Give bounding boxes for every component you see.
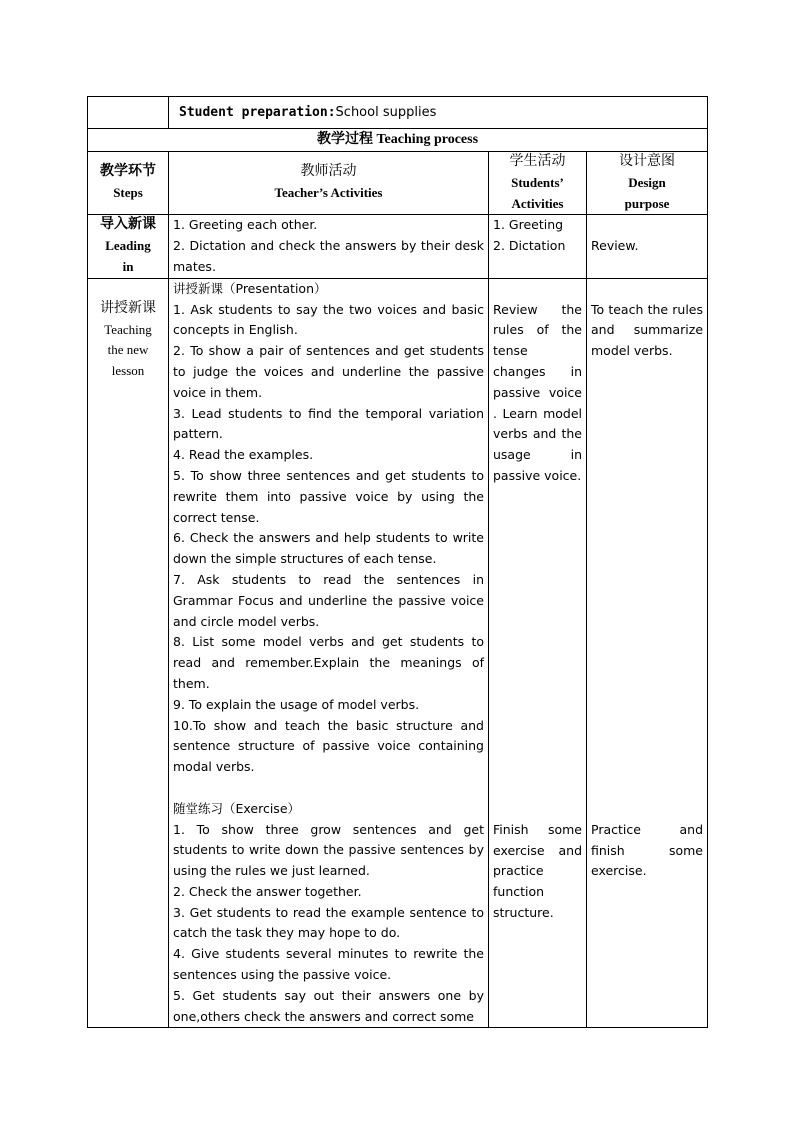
process-title-row (88, 129, 708, 152)
header-steps: 教学环节 Steps (88, 152, 169, 215)
leading-students: 1. Greeting 2. Dictation (489, 215, 587, 278)
header-row (88, 152, 708, 215)
presentation-item: 7. Ask students to read the sentences in Grammar Focus and underline the passive voice and circle model verbs. (173, 571, 484, 629)
leading-design: Review. (587, 215, 708, 278)
preparation-row (88, 97, 708, 129)
process-title: 教学过程 Teaching process (88, 129, 708, 152)
exercise-item: 5. Get students say out their answers one by one,others check the answers and correct some (173, 987, 484, 1024)
presentation-item: 1. Ask students to say the two voices and basic concepts in English. (173, 301, 484, 338)
students-exercise: Finish some exercise and practice function structure. (493, 821, 582, 920)
preparation-empty-cell (88, 97, 169, 129)
students-presentation: Review the rules of the tense changes in passive voice . Learn model verbs and the usage in passive voice. (493, 301, 582, 483)
leading-row (88, 215, 708, 278)
presentation-item: 3. Lead students to find the temporal variation pattern. (173, 405, 484, 442)
exercise-item: 2. Check the answer together. (173, 883, 362, 899)
header-design: 设计意图 Design purpose (587, 152, 708, 215)
header-teacher: 教师活动 Teacher’s Activities (169, 152, 489, 215)
teaching-step: 讲授新课 Teaching the new lesson (88, 278, 169, 1028)
preparation-value: School supplies (335, 104, 437, 120)
exercise-title: 随堂练习（Exercise） (173, 800, 301, 816)
presentation-item: 5. To show three sentences and get students to rewrite them into passive voice by using the correct tense. (173, 467, 484, 525)
header-students: 学生活动 Students’ Activities (489, 152, 587, 215)
presentation-item: 2. To show a pair of sentences and get students to judge the voices and underline the passive voice in them. (173, 343, 484, 400)
presentation-item: 10.To show and teach the basic structure and sentence structure of passive voice containing modal verbs. (173, 717, 484, 775)
design-presentation: To teach the rules and summarize model verbs. (591, 301, 704, 359)
presentation-item: 6. Check the answers and help students to write down the simple structures of each tense. (173, 530, 484, 567)
exercise-item: 3. Get students to read the example sentence to catch the task they may hope to do. (173, 904, 484, 941)
teaching-row (88, 278, 708, 1028)
teaching-plan-table (87, 96, 708, 1028)
preparation-label: Student preparation: (179, 104, 336, 120)
exercise-item: 4. Give students several minutes to rewrite the sentences using the passive voice. (173, 946, 484, 983)
teaching-teacher (169, 278, 489, 1028)
leading-step: 导入新课 Leading in (88, 215, 169, 278)
preparation-cell (169, 97, 708, 129)
design-exercise: Practice and finish some exercise. (591, 821, 704, 879)
presentation-item: 9. To explain the usage of model verbs. (173, 696, 420, 712)
leading-teacher: 1. Greeting each other. 2. Dictation and check the answers by their desk mates. (169, 215, 489, 278)
presentation-item: 4. Read the examples. (173, 447, 314, 463)
exercise-item: 1. To show three grow sentences and get students to write down the passive sentences by using the rules we just learned. (173, 821, 484, 879)
teaching-design (587, 278, 708, 1028)
teaching-students (489, 278, 587, 1028)
presentation-item: 8. List some model verbs and get students to read and remember.Explain the meanings of them. (173, 634, 484, 691)
presentation-title: 讲授新课（Presentation） (173, 280, 327, 296)
